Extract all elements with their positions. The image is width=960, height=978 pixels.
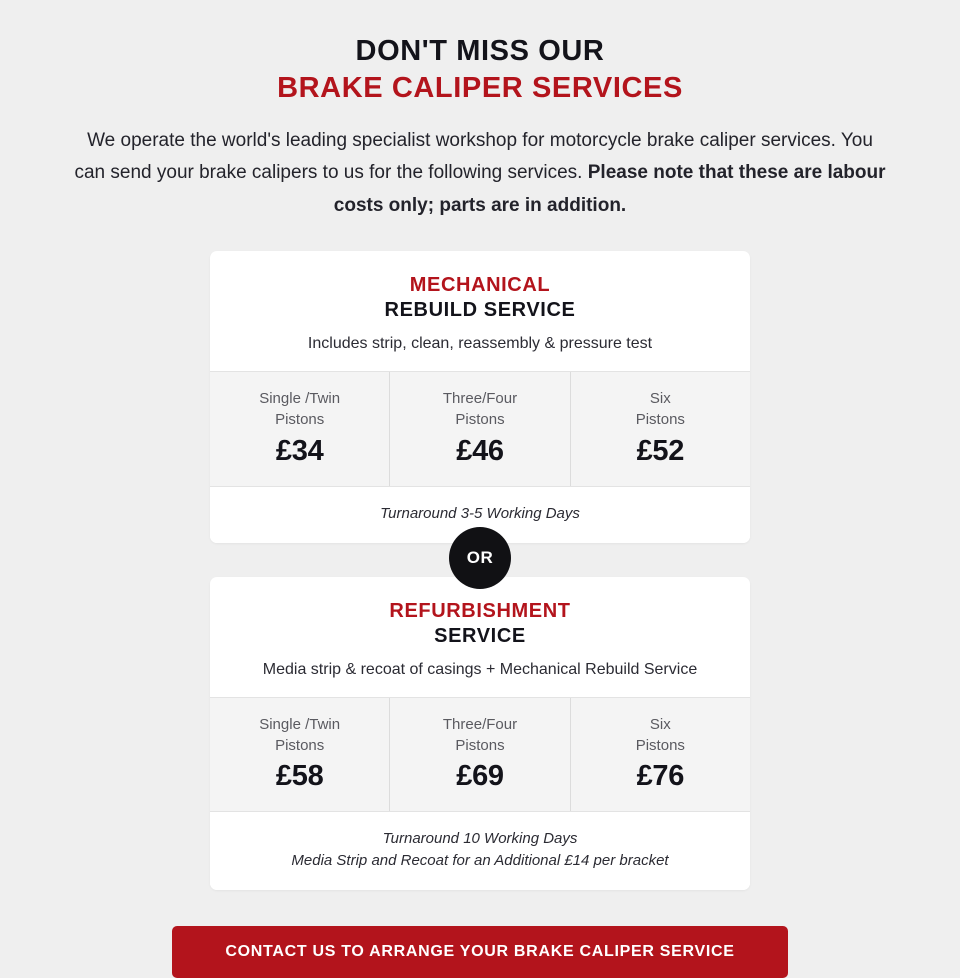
price-label-line-2: Pistons <box>455 411 505 429</box>
or-badge: OR <box>449 527 511 589</box>
or-separator <box>210 543 750 577</box>
price-label-line-2: Pistons <box>455 737 505 755</box>
card-title-dark: REBUILD SERVICE <box>384 298 576 321</box>
card-footer <box>210 812 750 890</box>
page-title <box>0 34 960 107</box>
price-row <box>210 371 750 487</box>
heading-line-2: BRAKE CALIPER SERVICES <box>277 72 683 105</box>
card-subtitle: Media strip & recoat of casings + Mechanical Rebuild Service <box>262 660 698 678</box>
price-value: £69 <box>456 760 504 793</box>
price-label-line-1: Three/Four <box>442 390 518 408</box>
price-cell <box>210 372 389 486</box>
price-label-line-2: Pistons <box>275 737 325 755</box>
price-label-line-1: Six <box>649 715 671 733</box>
card-header <box>210 251 750 371</box>
price-row <box>210 697 750 813</box>
price-label-line-1: Three/Four <box>442 715 518 733</box>
price-value: £76 <box>636 760 685 793</box>
price-cell <box>389 698 569 812</box>
card-title-accent: REFURBISHMENT <box>389 599 571 622</box>
price-value: £58 <box>275 760 324 793</box>
service-cards <box>210 251 750 890</box>
turnaround-note: Turnaround 10 Working Days <box>382 830 578 848</box>
price-label-line-1: Single /Twin <box>259 390 341 408</box>
price-label-line-2: Pistons <box>635 411 685 429</box>
price-cell <box>389 372 569 486</box>
price-cell <box>570 698 750 812</box>
service-card-mechanical <box>210 251 750 543</box>
price-value: £52 <box>636 434 685 467</box>
media-strip-note: Media Strip and Recoat for an Additional £14 per bracket <box>291 852 669 870</box>
intro-paragraph <box>70 125 890 223</box>
card-subtitle: Includes strip, clean, reassembly & pressure test <box>307 334 653 352</box>
cta-container <box>172 926 788 978</box>
price-cell <box>570 372 750 486</box>
price-cell <box>210 698 389 812</box>
price-label-line-1: Single /Twin <box>259 715 341 733</box>
card-title-accent: MECHANICAL <box>409 273 551 296</box>
intro-text-regular: We operate the world's leading specialist workshop for motorcycle brake caliper services. You can send your brake calipers to us for the following services. <box>74 129 873 184</box>
heading-line-1: DON'T MISS OUR <box>355 35 605 67</box>
price-label-line-1: Six <box>649 390 671 408</box>
contact-us-button[interactable]: CONTACT US TO ARRANGE YOUR BRAKE CALIPER SERVICE <box>172 926 788 978</box>
price-label-line-2: Pistons <box>635 737 685 755</box>
card-header <box>210 577 750 697</box>
service-card-refurbishment <box>210 577 750 890</box>
price-label-line-2: Pistons <box>275 411 325 429</box>
card-title-dark: SERVICE <box>434 624 526 647</box>
turnaround-note: Turnaround 3-5 Working Days <box>380 504 580 522</box>
intro-text-bold: Please note that these are labour costs only; parts are in addition. <box>333 162 886 217</box>
price-value: £46 <box>456 434 504 467</box>
price-value: £34 <box>275 434 324 467</box>
